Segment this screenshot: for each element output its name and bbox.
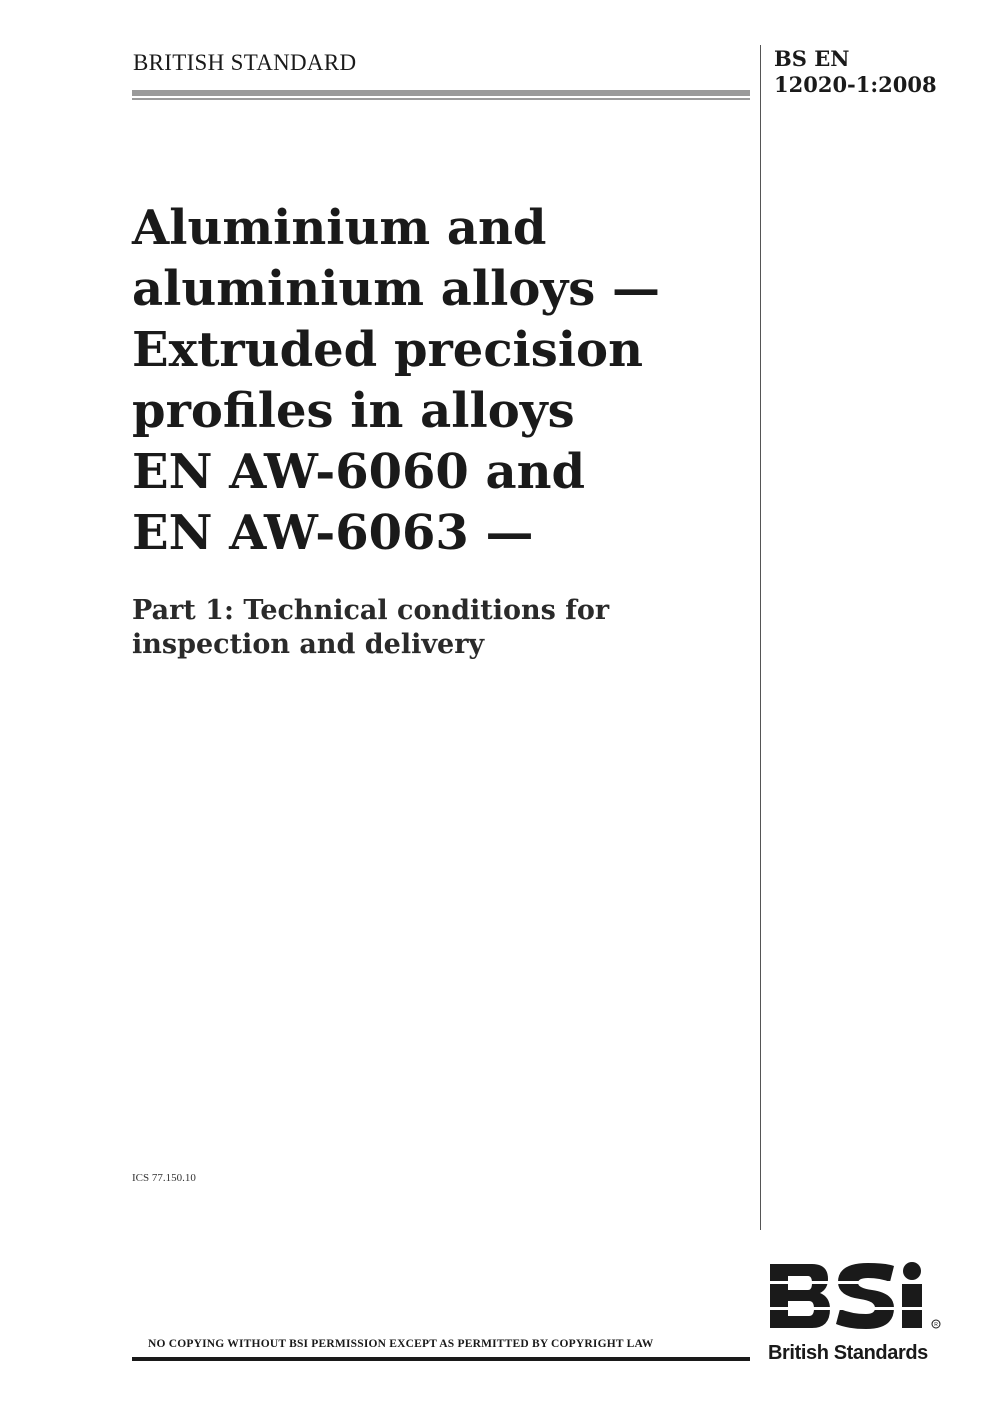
svg-text:R: R — [934, 1322, 938, 1328]
title-line: profiles in alloys — [132, 383, 575, 439]
standard-number — [774, 46, 937, 98]
subtitle-line: Part 1: Technical conditions for — [132, 595, 610, 626]
ics-code: ICS 77.150.10 — [132, 1172, 196, 1184]
bsi-logo-icon — [768, 1262, 946, 1330]
document-title — [132, 198, 752, 564]
bsi-logo-caption: British Standards — [768, 1342, 928, 1364]
document-subtitle — [132, 594, 752, 662]
title-line: aluminium alloys — — [132, 261, 660, 317]
subtitle-line: inspection and delivery — [132, 629, 485, 660]
standard-number-line-1: BS EN — [774, 46, 850, 71]
title-line: EN AW-6060 and — [132, 444, 586, 500]
title-line: Aluminium and — [132, 200, 547, 256]
title-line: Extruded precision — [132, 322, 643, 378]
copyright-notice: NO COPYING WITHOUT BSI PERMISSION EXCEPT AS PERMITTED BY COPYRIGHT LAW — [148, 1338, 654, 1350]
standard-number-line-2: 12020-1:2008 — [774, 72, 937, 97]
document-series-label: BRITISH STANDARD — [133, 50, 357, 75]
vertical-divider — [760, 45, 761, 1230]
header-rule-thin — [132, 98, 750, 100]
header-rule-thick — [132, 90, 750, 96]
title-line: EN AW-6063 — — [132, 505, 534, 561]
footer-rule — [132, 1357, 750, 1361]
